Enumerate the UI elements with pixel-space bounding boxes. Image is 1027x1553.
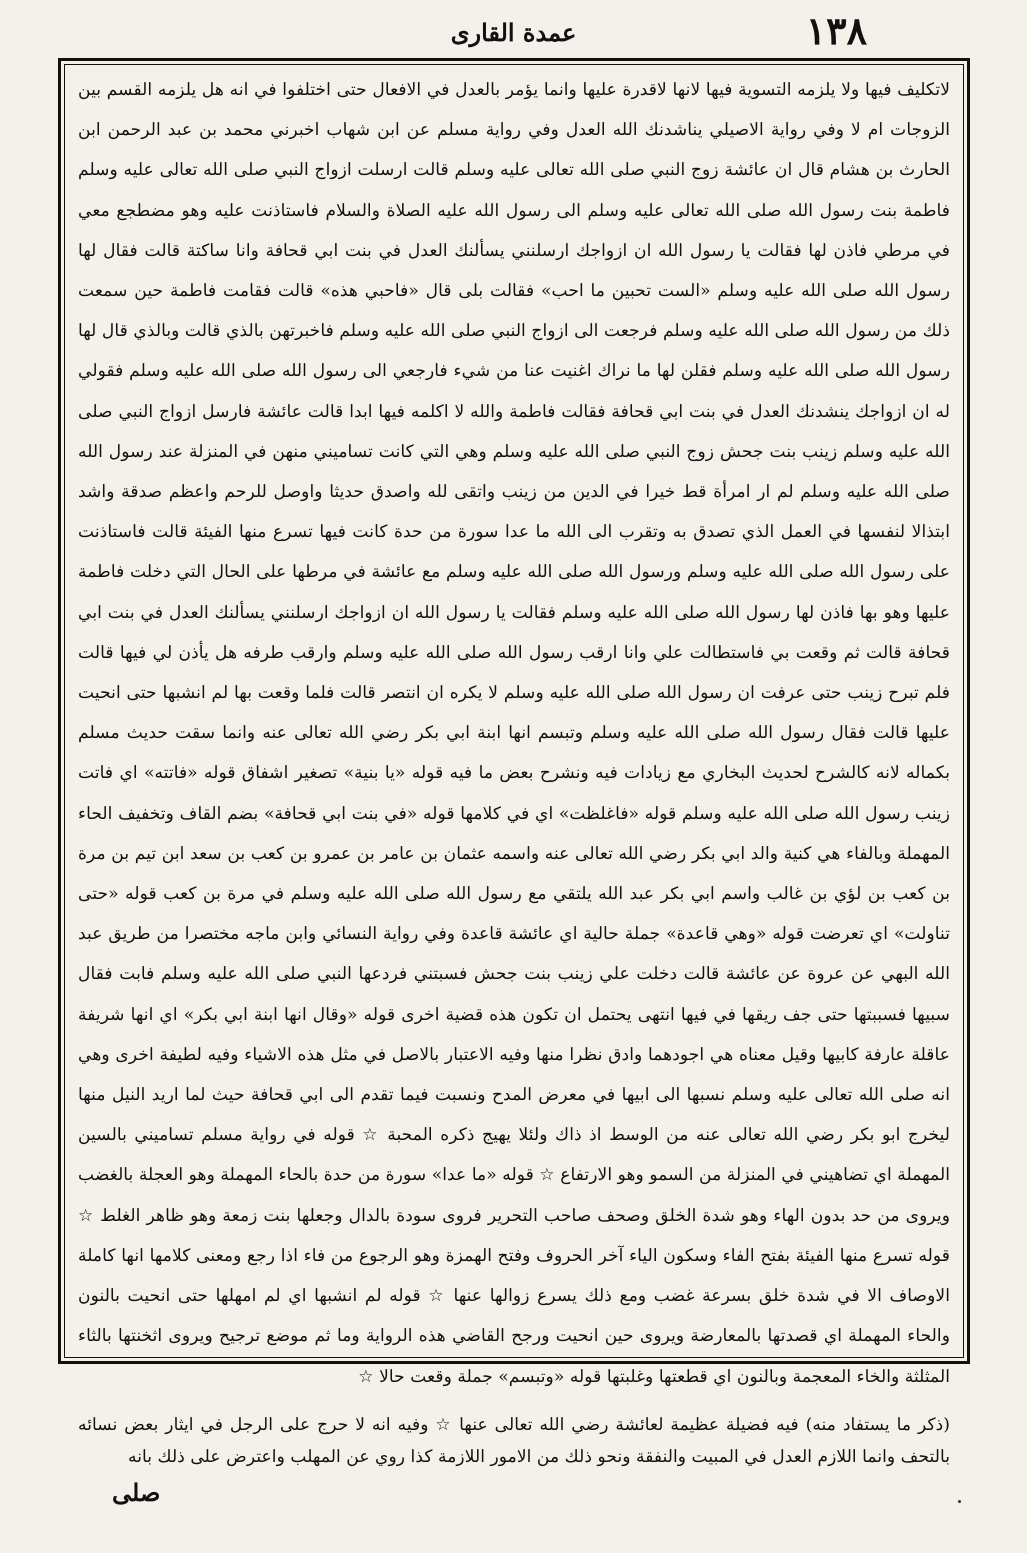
catchword: صلی — [112, 1478, 161, 1507]
commentary-body — [78, 70, 950, 1467]
main-commentary-paragraph: لاتكليف فيها ولا يلزمه التسوية فيها لانها لاقدرة عليها وانما يؤمر بالعدل في الافعال حتى اختلفوا في انه هل يلزمه القسم بين الزوجات ام لا وفي رواية الاصيلي يناشدنك الله العدل وفي رواية مسلم عن ابن شهاب اخبرني محمد بن عبد الرحمن ابن الحارث بن هشام قال ان عائشة زوج النبي صلى الله تعالى عليه وسلم قالت ارسلت ازواج النبي صلى الله تعالى عليه وسلم فاطمة بنت رسول الله صلى الله تعالى عليه وسلم الى رسول الله عليه الصلاة والسلام فاستاذنت عليه وهو مضطجع معي في مرطي فاذن لها فقالت يا رسول الله ان ازواجك ارسلنني يسألنك العدل في بنت ابي قحافة وانا ساكتة قالت فقال لها رسول الله صلى الله عليه وسلم «الست تحبين ما احب» فقالت بلى قال «فاحبي هذه» قالت فقامت فاطمة حين سمعت ذلك من رسول الله صلى الله عليه وسلم فرجعت الى ازواج النبي صلى الله عليه وسلم فاخبرتهن بالذي قالت وبالذي قال لها رسول الله صلى الله عليه وسلم فقلن لها ما نراك اغنيت عنا من شيء فارجعي الى رسول الله صلى الله عليه وسلم فقولي له ان ازواجك ينشدنك العدل في بنت ابي قحافة فقالت فاطمة والله لا اكلمه فيها ابدا قالت عائشة فارسل ازواج النبي صلى الله عليه وسلم زينب بنت جحش زوج النبي صلى الله عليه وسلم وهي التي كانت تساميني منهن في المنزلة عند رسول الله صلى الله عليه وسلم لم ار امرأة قط خيرا في الدين من زينب واتقى لله واصدق حديثا واوصل للرحم واعظم صدقة واشد ابتذالا لنفسها في العمل الذي تصدق به وتقرب الى الله ما عدا سورة من حدة كانت فيها تسرع منها الفيئة قالت فاستاذنت على رسول الله صلى الله عليه وسلم ورسول الله صلى الله عليه وسلم مع عائشة في مرطها على الحال التي دخلت فاطمة عليها وهو بها فاذن لها رسول الله صلى الله عليه وسلم فقالت يا رسول الله ان ازواجك ارسلنني يسألنك العدل في بنت ابي قحافة قالت ثم وقعت بي فاستطالت علي وانا ارقب رسول الله صلى الله عليه وسلم وارقب طرفه هل يأذن لي فيها قالت فلم تبرح زينب حتى عرفت ان رسول الله صلى الله عليه وسلم لا يكره ان انتصر قالت فلما وقعت بها لم انشبها حتى انحيت عليها قالت فقال رسول الله صلى الله عليه وسلم وتبسم انها ابنة ابي بكر رضي الله تعالى عنه وانما سقت حديث مسلم بكماله لانه كالشرح لحديث البخاري مع زيادات فيه ونشرح بعض ما فيه قوله «يا بنية» تصغير اشفاق قوله «فاتته» اي فاتت زينب رسول الله صلى الله عليه وسلم قوله «فاغلظت» اي في كلامها قوله «في بنت ابي قحافة» بضم القاف وتخفيف الحاء المهملة وبالفاء هي كنية والد ابي بكر رضي الله تعالى عنه واسمه عثمان بن عامر بن عمرو بن كعب بن سعد ابن تيم بن مرة بن كعب بن لؤي بن غالب واسم ابي بكر عبد الله يلتقي مع رسول الله صلى الله عليه وسلم في مرة بن كعب قوله «حتى تناولت» اي تعرضت قوله «وهي قاعدة» جملة حالية اي عائشة قاعدة وفي رواية النسائي وابن ماجه مختصرا من طريق عبد الله البهي عن عروة عن عائشة قالت دخلت علي زينب بنت جحش فسبتني فردعها النبي صلى الله عليه وسلم فابت فقال سبيها فسببتها حتى جف ريقها في فيها انتهى يحتمل ان تكون هذه قضية اخرى قوله «وقال انها ابنة ابي بكر» اي انها شريفة عاقلة عارفة كابيها وقيل معناه هي اجودهما وادق نظرا منها وفيه الاعتبار بالاصل في مثل هذه الاشياء وفيه لطيفة اخرى وهي انه صلى الله تعالى عليه وسلم نسبها الى ابيها في معرض المدح ونسبت فيما تقدم الى ابي قحافة حيث لما اريد النيل منها ليخرج ابو بكر رضي الله تعالى عنه من الوسط اذ ذاك ولئلا يهيج ذكره المحبة ☆ قوله في رواية مسلم تساميني بالسين المهملة اي تضاهيني في المنزلة من السمو وهو الارتفاع ☆ قوله «ما عدا» سورة من حدة بالحاء المهملة وهو العجلة بالغضب ويروى من حد بدون الهاء وهو شدة الخلق وصحف صاحب التحرير فروى سودة بالدال وجعلها بنت زمعة وهو ظاهر الغلط ☆ قوله تسرع منها الفيئة بفتح الفاء وسكون الياء آخر الحروف وفتح الهمزة وهو الرجوع من فاء اذا رجع ومعنى كلامها انها كاملة الاوصاف الا في شدة خلق بسرعة غضب ومع ذلك يسرع زوالها عنها ☆ قوله لم انشبها اي لم امهلها حتى انحيت بالنون والحاء المهملة اي قصدتها بالمعارضة ويروى حين انحيت ورجح القاضي هذه الرواية وما ثم موضع ترجيح ويروى اثخنتها بالثاء المثلثة والخاء المعجمة وبالنون اي قطعتها وغلبتها قوله «وتبسم» جملة وقعت حالا ☆ — [78, 80, 950, 1387]
running-title: عمدة القاری — [450, 18, 577, 47]
benefits-section-paragraph: (ذكر ما يستفاد منه) فيه فضيلة عظيمة لعائشة رضي الله تعالى عنها ☆ وفيه انه لا حرج على الرجل في ايثار بعض نسائه بالتحف وانما اللازم العدل في المبيت والنفقة ونحو ذلك من الامور اللازمة كذا روي عن المهلب واعترض على ذلك بانه — [78, 1414, 950, 1467]
page-header — [40, 8, 987, 53]
page-speck — [958, 1500, 961, 1503]
page-number: ١٣٨ — [805, 8, 867, 53]
